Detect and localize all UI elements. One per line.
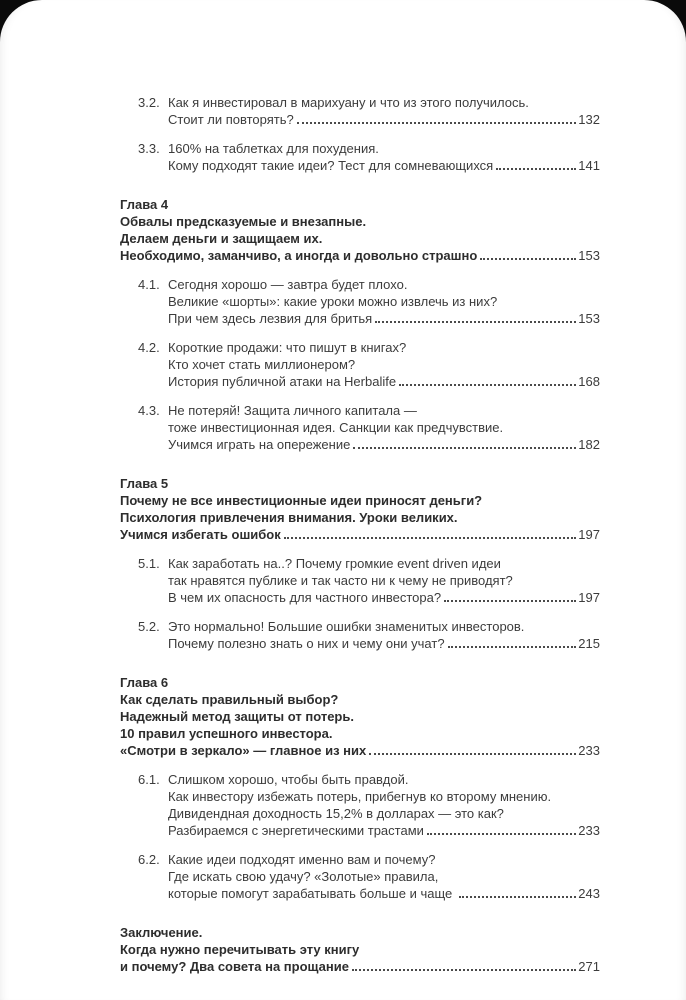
toc-line bbox=[168, 402, 600, 419]
line-text: тоже инвестиционная идея. Санкции как предчувствие. bbox=[168, 420, 504, 435]
line-text: 10 правил успешного инвестора. bbox=[120, 726, 333, 741]
toc-item bbox=[138, 771, 600, 839]
toc-item bbox=[138, 618, 600, 652]
line-text: Разбираемся с энергетическими трастами bbox=[168, 823, 424, 838]
line-text: Почему не все инвестиционные идеи приносят деньги? bbox=[120, 493, 483, 508]
toc-line bbox=[168, 373, 600, 390]
toc-line bbox=[168, 276, 600, 293]
dot-leader bbox=[480, 258, 576, 260]
item-number: 3.2. bbox=[138, 95, 160, 110]
toc-line bbox=[168, 310, 600, 327]
toc-line bbox=[168, 356, 600, 373]
toc-line bbox=[168, 293, 600, 310]
item-number: 4.1. bbox=[138, 277, 160, 292]
line-text: Необходимо, заманчиво, а иногда и довольно страшно bbox=[120, 248, 478, 263]
toc-line bbox=[120, 526, 600, 543]
line-text: Как сделать правильный выбор? bbox=[120, 692, 339, 707]
toc-line bbox=[120, 196, 600, 213]
dot-leader bbox=[496, 168, 576, 170]
line-text: Как инвестору избежать потерь, прибегнув ко второму мнению. bbox=[168, 789, 552, 804]
line-text: которые помогут зарабатывать больше и чаще bbox=[168, 886, 456, 901]
toc-line bbox=[168, 851, 600, 868]
dot-leader bbox=[297, 122, 577, 124]
toc-line bbox=[168, 572, 600, 589]
toc-line bbox=[168, 618, 600, 635]
line-text: Как я инвестировал в марихуану и что из этого получилось. bbox=[168, 95, 529, 110]
line-text: Короткие продажи: что пишут в книгах? bbox=[168, 340, 407, 355]
entry-lines bbox=[168, 555, 600, 606]
line-text: Заключение. bbox=[120, 925, 203, 940]
entry-lines bbox=[168, 851, 600, 902]
dot-leader bbox=[448, 646, 577, 648]
dot-leader bbox=[353, 447, 576, 449]
line-text: Психология привлечения внимания. Уроки великих. bbox=[120, 510, 458, 525]
toc-line bbox=[120, 230, 600, 247]
dot-leader bbox=[427, 833, 576, 835]
line-text: Обвалы предсказуемые и внезапные. bbox=[120, 214, 367, 229]
toc-chapter bbox=[120, 475, 600, 543]
entry-lines bbox=[168, 771, 600, 839]
toc-line bbox=[168, 339, 600, 356]
toc-line bbox=[168, 111, 600, 128]
dot-leader bbox=[399, 384, 576, 386]
toc-line bbox=[168, 868, 600, 885]
line-text: Надежный метод защиты от потерь. bbox=[120, 709, 354, 724]
toc-line bbox=[120, 742, 600, 759]
dot-leader bbox=[369, 753, 576, 755]
toc-line bbox=[120, 247, 600, 264]
line-text: Не потеряй! Защита личного капитала — bbox=[168, 403, 417, 418]
toc-line bbox=[120, 725, 600, 742]
entry-lines bbox=[120, 924, 600, 975]
toc-line bbox=[120, 691, 600, 708]
line-text: Кто хочет стать миллионером? bbox=[168, 357, 356, 372]
entry-lines bbox=[168, 276, 600, 327]
toc-item bbox=[138, 140, 600, 174]
line-text: Учимся играть на опережение bbox=[168, 437, 351, 452]
line-text: «Смотри в зеркало» — главное из них bbox=[120, 743, 367, 758]
toc-entries bbox=[120, 94, 600, 975]
line-text: Почему полезно знать о них и чему они учат? bbox=[168, 636, 445, 651]
line-text: Стоит ли повторять? bbox=[168, 112, 294, 127]
toc-line bbox=[168, 555, 600, 572]
item-number: 4.2. bbox=[138, 340, 160, 355]
toc-item bbox=[138, 555, 600, 606]
entry-lines bbox=[120, 674, 600, 759]
line-text: Какие идеи подходят именно вам и почему? bbox=[168, 852, 436, 867]
toc-line bbox=[120, 708, 600, 725]
line-text: Дивидендная доходность 15,2% в долларах — это как? bbox=[168, 806, 504, 821]
line-text: 160% на таблетках для похудения. bbox=[168, 141, 379, 156]
entry-lines bbox=[120, 475, 600, 543]
toc-line bbox=[168, 788, 600, 805]
dot-leader bbox=[459, 896, 576, 898]
page-number: 233 bbox=[578, 823, 600, 838]
page-number: 215 bbox=[578, 636, 600, 651]
page-number: 153 bbox=[578, 248, 600, 263]
toc-line bbox=[168, 419, 600, 436]
line-text: Великие «шорты»: какие уроки можно извлечь из них? bbox=[168, 294, 498, 309]
line-text: Где искать свою удачу? «Золотые» правила, bbox=[168, 869, 439, 884]
table-of-contents bbox=[120, 94, 600, 987]
toc-item bbox=[138, 339, 600, 390]
toc-line bbox=[120, 958, 600, 975]
toc-line bbox=[168, 805, 600, 822]
line-text: Сегодня хорошо — завтра будет плохо. bbox=[168, 277, 408, 292]
toc-line bbox=[120, 213, 600, 230]
toc-line bbox=[168, 157, 600, 174]
item-number: 4.3. bbox=[138, 403, 160, 418]
toc-line bbox=[120, 924, 600, 941]
entry-lines bbox=[120, 196, 600, 264]
toc-item bbox=[138, 402, 600, 453]
toc-line bbox=[168, 771, 600, 788]
toc-item bbox=[138, 851, 600, 902]
line-text: Слишком хорошо, чтобы быть правдой. bbox=[168, 772, 409, 787]
toc-line bbox=[168, 822, 600, 839]
dot-leader bbox=[352, 969, 576, 971]
page-number: 197 bbox=[578, 527, 600, 542]
toc-line bbox=[168, 140, 600, 157]
entry-lines bbox=[168, 94, 600, 128]
line-text: Глава 6 bbox=[120, 675, 169, 690]
toc-line bbox=[120, 941, 600, 958]
entry-lines bbox=[168, 618, 600, 652]
dot-leader bbox=[284, 537, 577, 539]
toc-chapter bbox=[120, 196, 600, 264]
dot-leader bbox=[444, 600, 576, 602]
line-text: Когда нужно перечитывать эту книгу bbox=[120, 942, 360, 957]
line-text: Глава 5 bbox=[120, 476, 169, 491]
line-text: При чем здесь лезвия для бритья bbox=[168, 311, 373, 326]
toc-line bbox=[120, 475, 600, 492]
line-text: Глава 4 bbox=[120, 197, 169, 212]
line-text: и почему? Два совета на прощание bbox=[120, 959, 349, 974]
entry-lines bbox=[168, 339, 600, 390]
toc-line bbox=[168, 436, 600, 453]
toc-item bbox=[138, 94, 600, 128]
entry-lines bbox=[168, 140, 600, 174]
toc-conclusion bbox=[120, 924, 600, 975]
toc-line bbox=[120, 509, 600, 526]
entry-lines bbox=[168, 402, 600, 453]
toc-line bbox=[168, 885, 600, 902]
toc-chapter bbox=[120, 674, 600, 759]
line-text: Как заработать на..? Почему громкие event driven идеи bbox=[168, 556, 501, 571]
page-number: 271 bbox=[578, 959, 600, 974]
toc-line bbox=[168, 94, 600, 111]
page-number: 233 bbox=[578, 743, 600, 758]
page-number: 141 bbox=[578, 158, 600, 173]
line-text: В чем их опасность для частного инвестора? bbox=[168, 590, 442, 605]
toc-line bbox=[120, 492, 600, 509]
line-text: Кому подходят такие идеи? Тест для сомневающихся bbox=[168, 158, 494, 173]
page-number: 182 bbox=[578, 437, 600, 452]
item-number: 6.2. bbox=[138, 852, 160, 867]
page-number: 168 bbox=[578, 374, 600, 389]
line-text: Это нормально! Большие ошибки знаменитых инвесторов. bbox=[168, 619, 525, 634]
item-number: 3.3. bbox=[138, 141, 160, 156]
toc-line bbox=[168, 635, 600, 652]
item-number: 5.1. bbox=[138, 556, 160, 571]
line-text: так нравятся публике и так часто ни к чему не приводят? bbox=[168, 573, 513, 588]
page-number: 132 bbox=[578, 112, 600, 127]
line-text: История публичной атаки на Herbalife bbox=[168, 374, 397, 389]
page-number: 153 bbox=[578, 311, 600, 326]
line-text: Учимся избегать ошибок bbox=[120, 527, 281, 542]
item-number: 5.2. bbox=[138, 619, 160, 634]
line-text: Делаем деньги и защищаем их. bbox=[120, 231, 323, 246]
dot-leader bbox=[375, 321, 576, 323]
toc-item bbox=[138, 276, 600, 327]
page-number: 197 bbox=[578, 590, 600, 605]
page-number: 243 bbox=[578, 886, 600, 901]
toc-line bbox=[168, 589, 600, 606]
toc-line bbox=[120, 674, 600, 691]
item-number: 6.1. bbox=[138, 772, 160, 787]
